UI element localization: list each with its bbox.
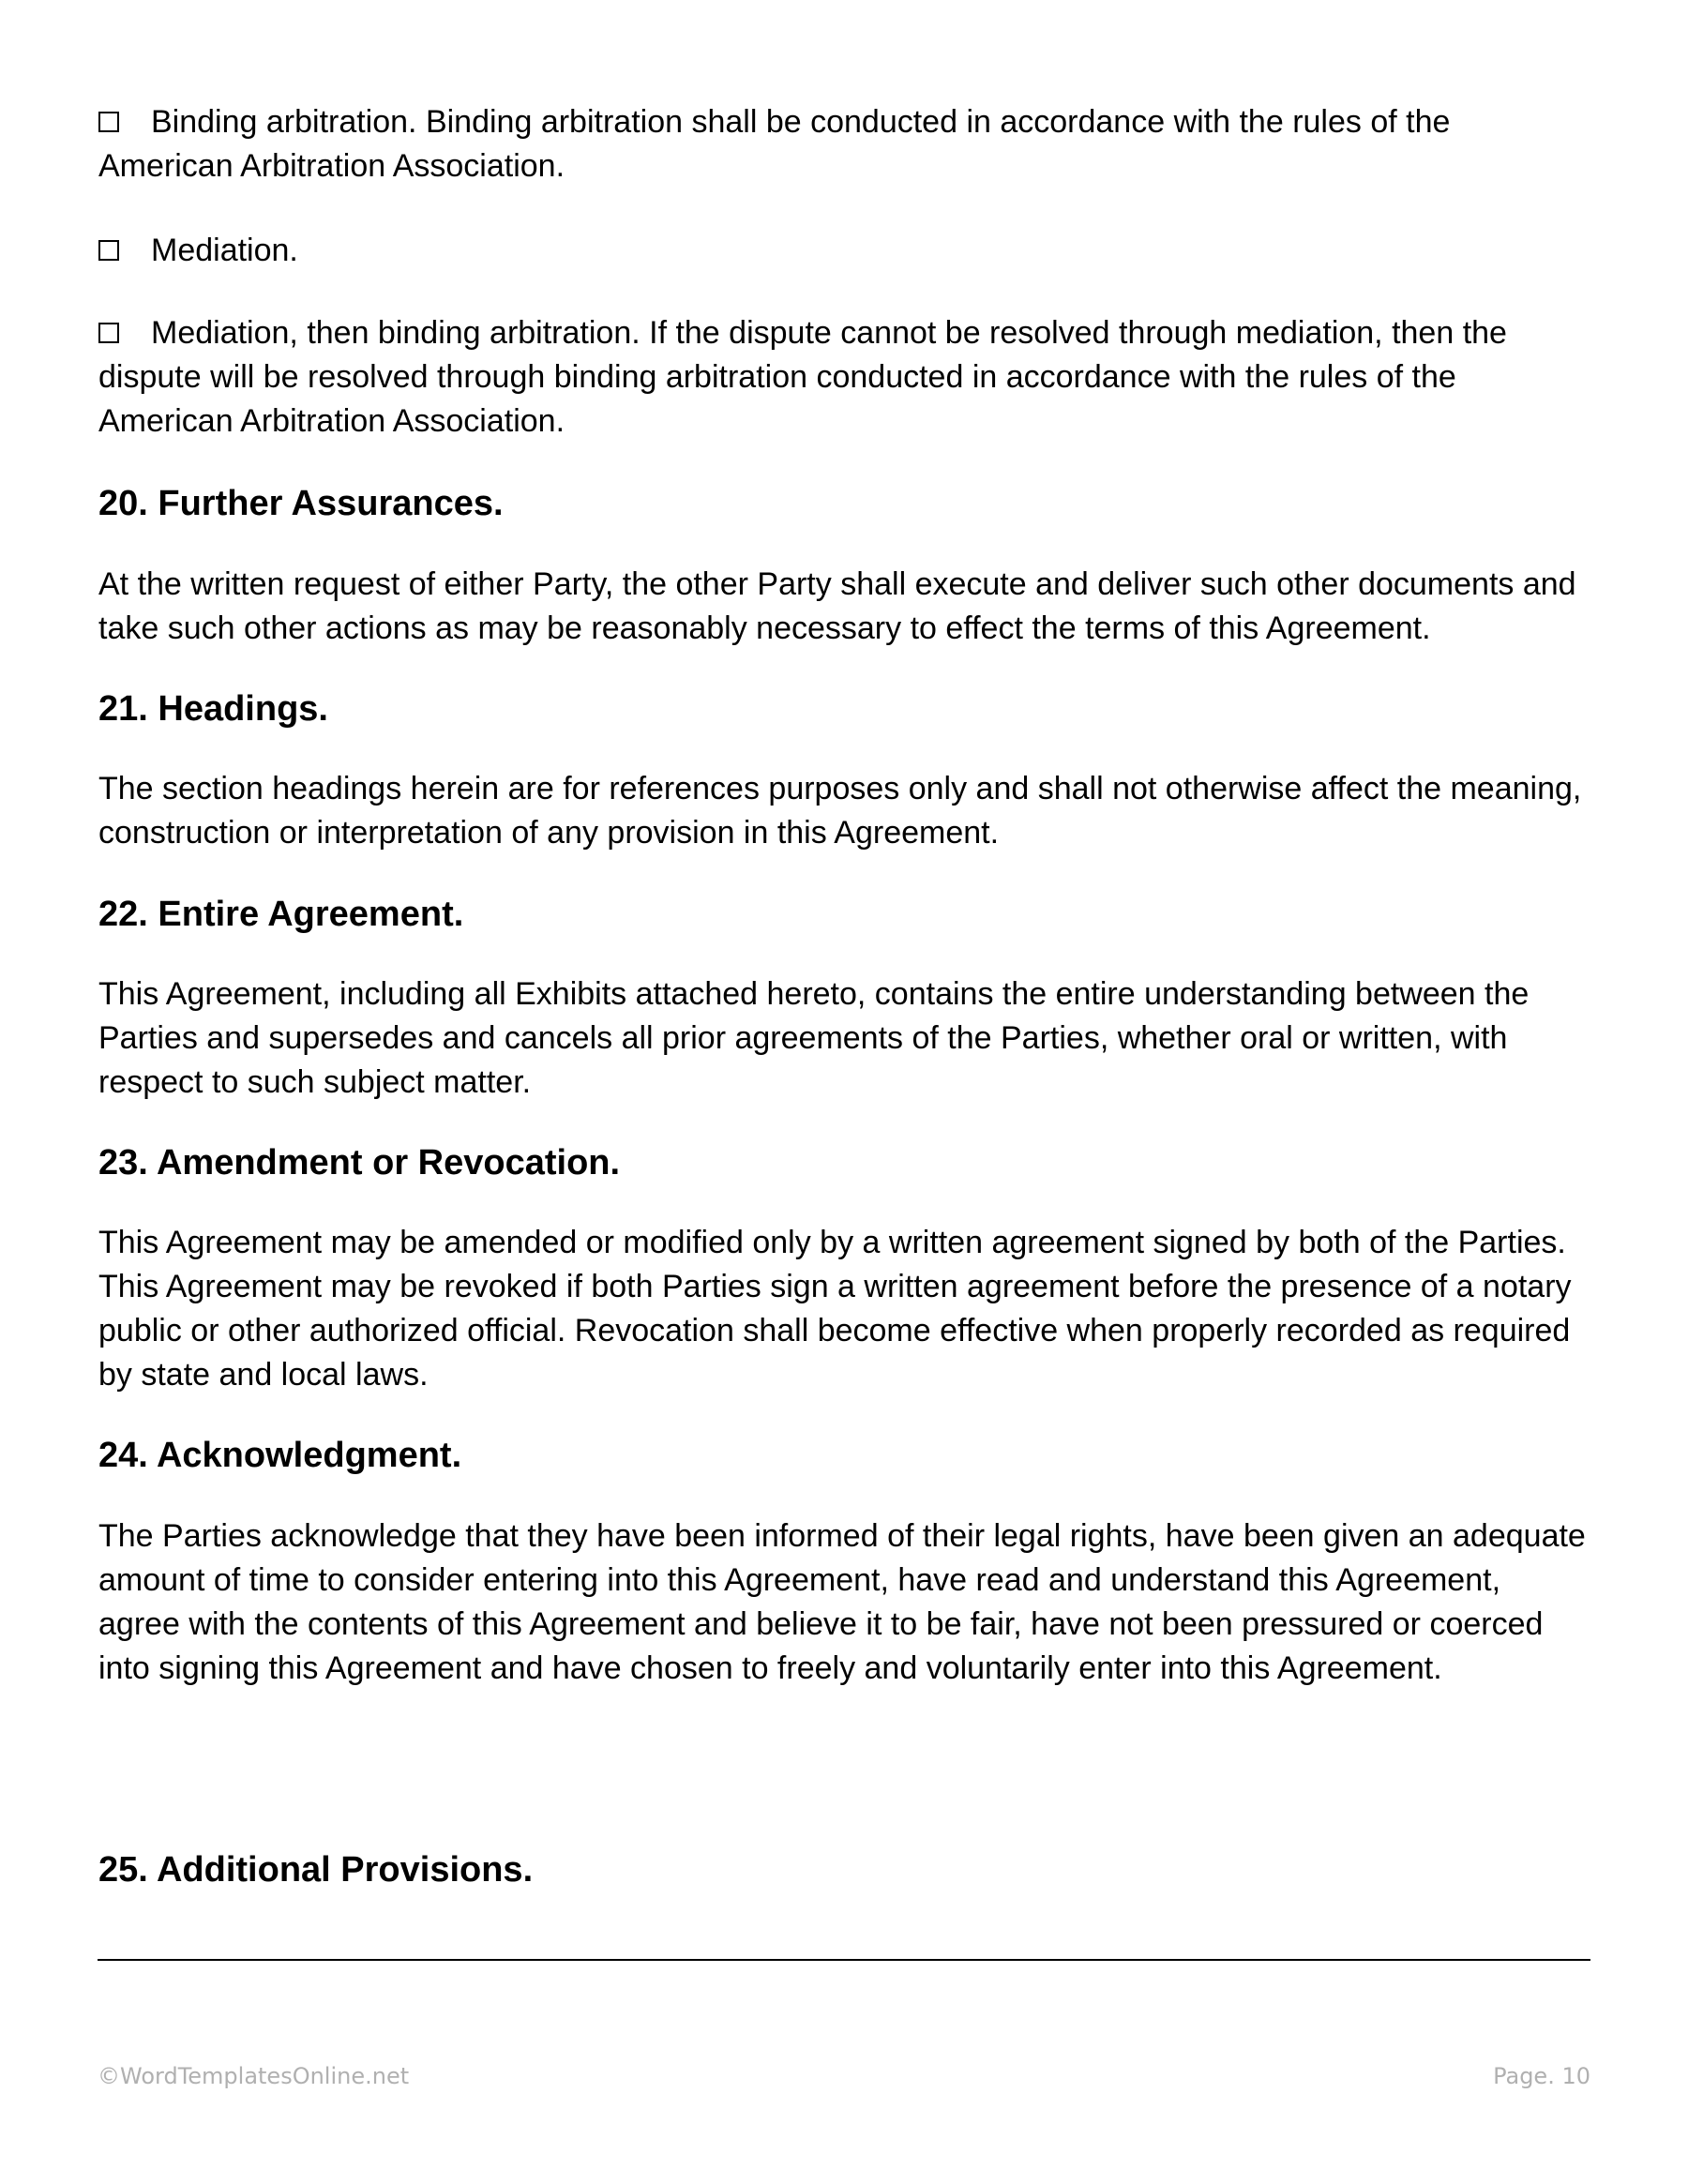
section-body: The Parties acknowledge that they have been informed of their legal rights, have been given an adequate amount of time to consider entering into this Agreement, have read and understand this Agreement, agree with the contents of this Agreement and believe it to be fair, have not been pressured or coerced into signing this Agreement and have chosen to freely and voluntarily enter into this Agreement. [98, 1518, 1586, 1686]
section-body: This Agreement may be amended or modified only by a written agreement signed by both of the Parties. This Agreement may be revoked if both Parties sign a written agreement before the presence of a notary public or other authorized official. Revocation shall become effective when properly recorded as required by state and local laws. [98, 1225, 1572, 1393]
section-body: The section headings herein are for references purposes only and shall not otherwise affect the meaning, construction or interpretation of any provision in this Agreement. [98, 771, 1582, 851]
footer-page-number: Page. 10 [1493, 2063, 1590, 2089]
option-text: Mediation, then binding arbitration. If the dispute cannot be resolved through mediation, then the dispute will be resolved through binding arbitration conducted in accordance with the rules of the American Arbitration Association. [98, 315, 1507, 439]
checkbox-icon[interactable] [98, 112, 119, 132]
signature-line [98, 1959, 1590, 1961]
section-body: This Agreement, including all Exhibits attached hereto, contains the entire understanding between the Parties and supersedes and cancels all prior agreements of the Parties, whether oral or written, with respect to such subject matter. [98, 976, 1530, 1100]
section-heading: 25. Additional Provisions. [98, 1850, 534, 1890]
section-heading: 22. Entire Agreement. [98, 895, 464, 934]
section-heading: 23. Amendment or Revocation. [98, 1143, 621, 1182]
option-binding-arbitration [98, 100, 1590, 188]
section-heading: 20. Further Assurances. [98, 484, 504, 523]
checkbox-icon[interactable] [98, 240, 119, 261]
section-heading: 21. Headings. [98, 689, 328, 729]
footer-copyright: ©WordTemplatesOnline.net [98, 2063, 410, 2089]
checkbox-icon[interactable] [98, 323, 119, 343]
option-text: Mediation. [151, 233, 298, 268]
section-body: At the written request of either Party, the other Party shall execute and deliver such other documents and take such other actions as may be reasonably necessary to effect the terms of this Agreement. [98, 566, 1576, 646]
section-heading: 24. Acknowledgment. [98, 1436, 462, 1475]
option-mediation [98, 229, 1590, 273]
option-text: Binding arbitration. Binding arbitration shall be conducted in accordance with the rules of the American Arbitration Association. [98, 104, 1451, 184]
option-mediation-then-arbitration [98, 311, 1590, 444]
